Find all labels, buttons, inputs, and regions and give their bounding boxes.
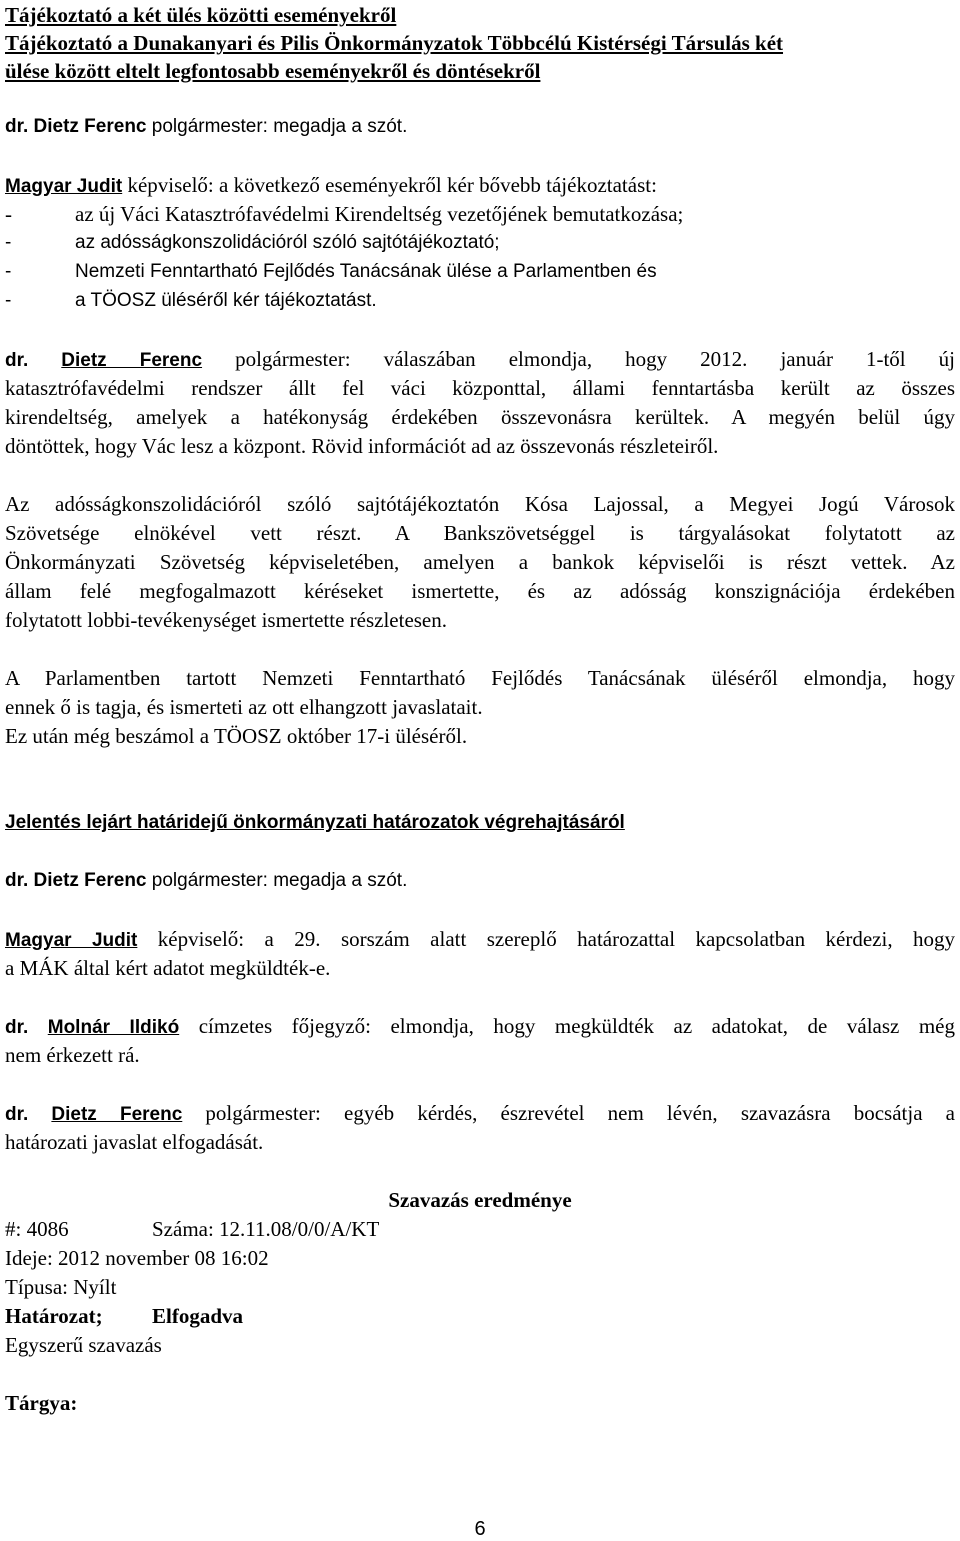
speaker-name: Dietz Ferenc [51,1104,183,1125]
list-dash: - [5,202,12,226]
speaker-name: dr. Dietz Ferenc [5,870,147,891]
vote-kind: Egyszerű szavazás [5,1333,162,1357]
speaker-title: dr. [5,1017,29,1038]
speaker-title: dr. [5,1104,29,1125]
paragraph-text: polgármester: válaszában elmondja, hogy 2012. január 1-től új [202,347,956,371]
list-item [5,201,955,227]
list-item-text: az új Váci Katasztrófavédelmi Kirendeltség vezetőjének bemutatkozása; [75,202,684,226]
paragraph-text: polgármester: megadja a szót. [146,116,408,137]
vote-type: Típusa: Nyílt [5,1275,117,1299]
list-item [5,259,955,285]
paragraph-debt-line-3: Önkormányzati Szövetség képviseletében, amelyen a bankok képviselői is részt vettek. Az [5,550,955,574]
paragraph-notary-line-1 [5,1013,955,1039]
vote-subject-label: Tárgya: [5,1391,78,1415]
paragraph-vote-call-line-2: határozati javaslat elfogadását. [5,1130,264,1154]
section-title: Jelentés lejárt határidejű önkormányzati határozatok végrehajtásáról [5,812,625,833]
paragraph-notary-line-2: nem érkezett rá. [5,1043,140,1067]
paragraph-question-intro [5,172,955,198]
vote-id-row [5,1216,955,1242]
paragraph-text: polgármester: megadja a szót. [146,870,408,891]
paragraph-response-line-3: kirendeltség, amelyek a hatékonyság érdekében összevonásra kerültek. A megyén belül úgy [5,405,955,429]
list-item-text: az adósságkonszolidációról szóló sajtótájékoztató; [75,232,500,253]
vote-result-title: Szavazás eredménye [388,1188,572,1212]
paragraph-chair-opening [5,114,955,140]
paragraph-response-line-2: katasztrófavédelmi rendszer állt fel váci központtal, állami fenntartásba került az összes [5,376,955,400]
list-item [5,230,955,256]
heading-line-2: Tájékoztató a Dunakanyari és Pilis Önkormányzatok Többcélú Kistérségi Társulás két [5,31,784,55]
vote-decision-label: Határozat; [5,1304,103,1328]
paragraph-vote-call-line-1 [5,1100,955,1126]
list-item [5,288,955,314]
vote-id: #: 4086 [5,1217,69,1241]
paragraph-mak-line-2: a MÁK által kért adatot megküldték-e. [5,956,331,980]
paragraph-mak-line-1 [5,926,955,952]
vote-date: Ideje: 2012 november 08 16:02 [5,1246,269,1270]
paragraph-debt-line-4: állam felé megfogalmazott kéréseket ismertette, és az adósság konszignációja érdekében [5,579,955,603]
paragraph-parliament-line-2: ennek ő is tagja, és ismerteti az ott elhangzott javaslatait. [5,695,483,719]
paragraph-parliament-line-3: Ez után még beszámol a TÖOSZ október 17-i üléséről. [5,724,468,748]
list-dash: - [5,290,12,311]
speaker-name: Magyar Judit [5,176,123,197]
paragraph-text: képviselő: a következő eseményekről kér bővebb tájékoztatást: [122,173,657,197]
paragraph-text: címzetes főjegyző: elmondja, hogy megküldték az adatokat, de válasz még [179,1014,955,1038]
vote-number: Száma: 12.11.08/0/0/A/KT [152,1217,380,1241]
paragraph-debt-line-5: folytatott lobbi-tevékenységet ismertette részletesen. [5,608,448,632]
paragraph-response-line-4: döntöttek, hogy Vác lesz a központ. Rövid információt ad az összevonás részleteiről. [5,434,719,458]
list-item-text: Nemzeti Fenntartható Fejlődés Tanácsának ülése a Parlamentben és [75,261,657,282]
speaker-name: Magyar Judit [5,930,138,951]
heading-line-1: Tájékoztató a két ülés közötti eseményekről [5,3,397,27]
list-dash: - [5,261,12,282]
vote-decision-value: Elfogadva [152,1304,244,1328]
list-dash: - [5,232,12,253]
paragraph-parliament-line-1: A Parlamentben tartott Nemzeti Fenntartható Fejlődés Tanácsának üléséről elmondja, hogy [5,666,955,690]
paragraph-text: polgármester: egyéb kérdés, észrevétel nem lévén, szavazásra bocsátja a [182,1101,956,1125]
vote-decision-row [5,1303,955,1329]
paragraph-debt-line-1: Az adósságkonszolidációról szóló sajtótájékoztatón Kósa Lajossal, a Megyei Jogú Városok [5,492,955,516]
paragraph-debt-line-2: Szövetsége elnökével vett részt. A Bankszövetséggel is tárgyalásokat folytatott az [5,521,955,545]
speaker-name: Dietz Ferenc [61,350,203,371]
page-number: 6 [474,1518,486,1540]
paragraph-text: képviselő: a 29. sorszám alatt szereplő határozattal kapcsolatban kérdezi, hogy [137,927,955,951]
paragraph-chair-opening-2 [5,868,955,894]
heading-line-3: ülése között eltelt legfontosabb eseményekről és döntésekről [5,59,541,83]
paragraph-response-line-1 [5,346,955,372]
speaker-name: dr. Dietz Ferenc [5,116,147,137]
speaker-title: dr. [5,350,29,371]
list-item-text: a TÖOSZ üléséről kér tájékoztatást. [75,290,377,311]
speaker-name: Molnár Ildikó [47,1017,180,1038]
